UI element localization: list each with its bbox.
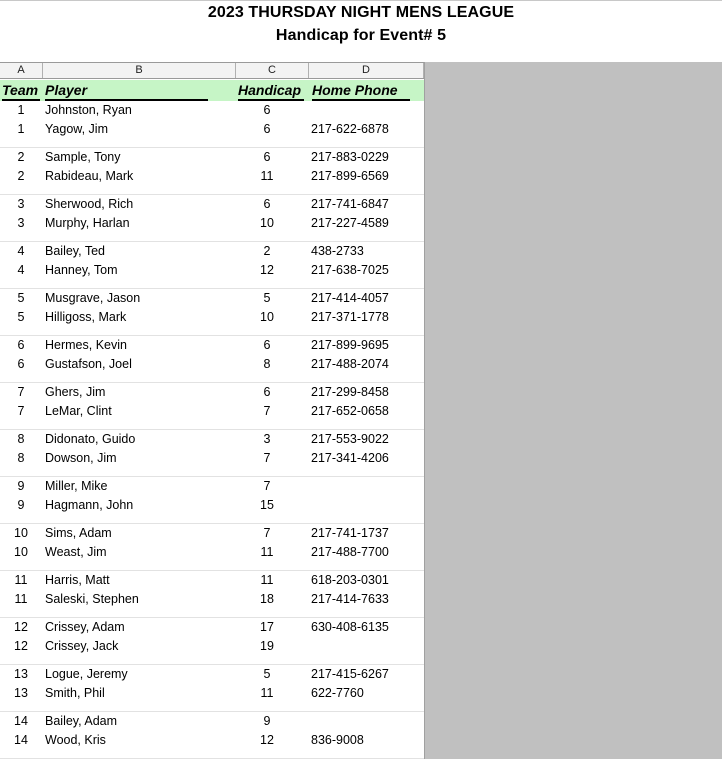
column-header-a[interactable]: A bbox=[0, 63, 43, 78]
player-cell[interactable]: Weast, Jim bbox=[45, 545, 107, 559]
phone-cell[interactable]: 622-7760 bbox=[311, 686, 364, 700]
player-cell[interactable]: Rabideau, Mark bbox=[45, 169, 134, 183]
handicap-cell[interactable]: 6 bbox=[263, 122, 271, 136]
table-row bbox=[0, 449, 424, 468]
team-cell[interactable]: 6 bbox=[17, 338, 25, 352]
team-cell[interactable]: 7 bbox=[17, 404, 25, 418]
team-cell[interactable]: 8 bbox=[17, 451, 25, 465]
handicap-cell[interactable]: 10 bbox=[260, 310, 274, 324]
team-cell[interactable]: 1 bbox=[17, 122, 25, 136]
player-cell[interactable]: Didonato, Guido bbox=[45, 432, 136, 446]
handicap-cell[interactable]: 7 bbox=[263, 451, 271, 465]
team-block bbox=[0, 289, 424, 336]
handicap-cell[interactable]: 2 bbox=[263, 244, 271, 258]
player-cell[interactable]: Sherwood, Rich bbox=[45, 197, 134, 211]
player-cell[interactable]: Miller, Mike bbox=[45, 479, 108, 493]
team-cell[interactable]: 11 bbox=[14, 573, 28, 587]
phone-cell[interactable]: 618-203-0301 bbox=[311, 573, 389, 587]
title-area bbox=[0, 0, 722, 62]
player-cell[interactable]: Yagow, Jim bbox=[45, 122, 108, 136]
handicap-cell[interactable]: 11 bbox=[260, 573, 274, 587]
phone-cell[interactable]: 836-9008 bbox=[311, 733, 364, 747]
player-cell[interactable]: Smith, Phil bbox=[45, 686, 105, 700]
phone-cell[interactable]: 217-553-9022 bbox=[311, 432, 389, 446]
team-cell[interactable]: 2 bbox=[17, 150, 25, 164]
team-cell[interactable]: 3 bbox=[17, 216, 25, 230]
team-cell[interactable]: 3 bbox=[17, 197, 25, 211]
column-header-c[interactable]: C bbox=[236, 63, 309, 78]
sheet-subtitle: Handicap for Event# 5 bbox=[275, 27, 447, 44]
table-row bbox=[0, 120, 424, 139]
team-cell[interactable]: 9 bbox=[17, 479, 25, 493]
handicap-cell[interactable]: 11 bbox=[260, 545, 274, 559]
team-cell[interactable]: 4 bbox=[17, 263, 25, 277]
player-cell[interactable]: Hilligoss, Mark bbox=[45, 310, 127, 324]
team-block bbox=[0, 524, 424, 571]
phone-cell[interactable]: 217-652-0658 bbox=[311, 404, 389, 418]
table-row bbox=[0, 712, 424, 731]
table-row bbox=[0, 496, 424, 515]
phone-cell[interactable]: 217-488-2074 bbox=[311, 357, 389, 371]
table-row bbox=[0, 543, 424, 562]
phone-cell[interactable]: 217-741-1737 bbox=[311, 526, 389, 540]
team-cell[interactable]: 13 bbox=[14, 686, 28, 700]
team-cell[interactable]: 13 bbox=[14, 667, 28, 681]
table-row bbox=[0, 289, 424, 308]
handicap-cell[interactable]: 17 bbox=[260, 620, 274, 634]
handicap-cell[interactable]: 18 bbox=[260, 592, 274, 606]
table-row bbox=[0, 101, 424, 120]
phone-cell[interactable]: 438-2733 bbox=[311, 244, 364, 258]
handicap-cell[interactable]: 8 bbox=[263, 357, 271, 371]
column-letter-bar bbox=[0, 62, 424, 79]
table-row bbox=[0, 477, 424, 496]
player-cell[interactable]: Sample, Tony bbox=[45, 150, 121, 164]
header-player[interactable]: Player bbox=[45, 82, 208, 101]
table-row bbox=[0, 214, 424, 233]
table-row bbox=[0, 383, 424, 402]
team-cell[interactable]: 6 bbox=[17, 357, 25, 371]
phone-cell[interactable]: 217-227-4589 bbox=[311, 216, 389, 230]
phone-cell[interactable]: 217-414-7633 bbox=[311, 592, 389, 606]
team-block bbox=[0, 383, 424, 430]
phone-cell[interactable]: 217-341-4206 bbox=[311, 451, 389, 465]
phone-cell[interactable]: 217-638-7025 bbox=[311, 263, 389, 277]
handicap-cell[interactable]: 10 bbox=[260, 216, 274, 230]
table-row bbox=[0, 684, 424, 703]
handicap-cell[interactable]: 9 bbox=[263, 714, 271, 728]
player-cell[interactable]: Hanney, Tom bbox=[45, 263, 118, 277]
team-cell[interactable]: 8 bbox=[17, 432, 25, 446]
table-row bbox=[0, 590, 424, 609]
table-row bbox=[0, 167, 424, 186]
handicap-cell[interactable]: 11 bbox=[260, 686, 274, 700]
table-row bbox=[0, 637, 424, 656]
column-header-d[interactable]: D bbox=[309, 63, 424, 78]
team-cell[interactable]: 10 bbox=[14, 526, 28, 540]
player-cell[interactable]: Saleski, Stephen bbox=[45, 592, 139, 606]
team-block bbox=[0, 242, 424, 289]
table-row bbox=[0, 430, 424, 449]
phone-cell[interactable]: 217-622-6878 bbox=[311, 122, 389, 136]
team-block bbox=[0, 477, 424, 524]
handicap-cell[interactable]: 3 bbox=[263, 432, 271, 446]
team-cell[interactable]: 5 bbox=[17, 291, 25, 305]
team-block bbox=[0, 618, 424, 665]
outside-sheet-area bbox=[424, 62, 722, 759]
player-cell[interactable]: Gustafson, Joel bbox=[45, 357, 132, 371]
handicap-cell[interactable]: 6 bbox=[263, 103, 271, 117]
phone-cell[interactable]: 217-883-0229 bbox=[311, 150, 389, 164]
player-cell[interactable]: Musgrave, Jason bbox=[45, 291, 141, 305]
team-cell[interactable]: 9 bbox=[17, 498, 25, 512]
team-block bbox=[0, 101, 424, 148]
handicap-cell[interactable]: 7 bbox=[263, 404, 271, 418]
table-row bbox=[0, 355, 424, 374]
player-cell[interactable]: Johnston, Ryan bbox=[45, 103, 132, 117]
player-cell[interactable]: Crissey, Adam bbox=[45, 620, 125, 634]
team-block bbox=[0, 148, 424, 195]
header-handicap[interactable]: Handicap bbox=[238, 82, 304, 101]
team-cell[interactable]: 11 bbox=[14, 592, 28, 606]
table-header-row bbox=[0, 80, 424, 101]
team-cell[interactable]: 5 bbox=[17, 310, 25, 324]
header-home-phone[interactable]: Home Phone bbox=[312, 82, 410, 101]
column-header-b[interactable]: B bbox=[43, 63, 236, 78]
player-cell[interactable]: Hermes, Kevin bbox=[45, 338, 127, 352]
phone-cell[interactable]: 217-299-8458 bbox=[311, 385, 389, 399]
table-row bbox=[0, 308, 424, 327]
handicap-cell[interactable]: 19 bbox=[260, 639, 274, 653]
handicap-cell[interactable]: 6 bbox=[263, 338, 271, 352]
table-row bbox=[0, 665, 424, 684]
player-cell[interactable]: Sims, Adam bbox=[45, 526, 112, 540]
player-cell[interactable]: Wood, Kris bbox=[45, 733, 106, 747]
team-block bbox=[0, 665, 424, 712]
handicap-cell[interactable]: 7 bbox=[263, 479, 271, 493]
player-cell[interactable]: Crissey, Jack bbox=[45, 639, 119, 653]
team-cell[interactable]: 12 bbox=[14, 639, 28, 653]
phone-cell[interactable]: 217-899-9695 bbox=[311, 338, 389, 352]
table-row bbox=[0, 618, 424, 637]
phone-cell[interactable]: 217-741-6847 bbox=[311, 197, 389, 211]
phone-cell[interactable]: 630-408-6135 bbox=[311, 620, 389, 634]
team-block bbox=[0, 195, 424, 242]
phone-cell[interactable]: 217-371-1778 bbox=[311, 310, 389, 324]
handicap-cell[interactable]: 5 bbox=[263, 291, 271, 305]
table-row bbox=[0, 148, 424, 167]
handicap-cell[interactable]: 11 bbox=[260, 169, 274, 183]
table-row bbox=[0, 571, 424, 590]
team-block bbox=[0, 430, 424, 477]
team-cell[interactable]: 7 bbox=[17, 385, 25, 399]
table-row bbox=[0, 524, 424, 543]
header-team[interactable]: Team bbox=[2, 82, 40, 101]
player-cell[interactable]: Bailey, Adam bbox=[45, 714, 118, 728]
player-cell[interactable]: Logue, Jeremy bbox=[45, 667, 128, 681]
team-cell[interactable]: 2 bbox=[17, 169, 25, 183]
player-cell[interactable]: LeMar, Clint bbox=[45, 404, 112, 418]
table-row bbox=[0, 261, 424, 280]
table-row bbox=[0, 242, 424, 261]
phone-cell[interactable]: 217-414-4057 bbox=[311, 291, 389, 305]
team-cell[interactable]: 12 bbox=[14, 620, 28, 634]
player-cell[interactable]: Murphy, Harlan bbox=[45, 216, 130, 230]
player-cell[interactable]: Bailey, Ted bbox=[45, 244, 105, 258]
player-table bbox=[0, 101, 424, 759]
phone-cell[interactable]: 217-488-7700 bbox=[311, 545, 389, 559]
sheet-title: 2023 THURSDAY NIGHT MENS LEAGUE bbox=[207, 4, 515, 21]
team-cell[interactable]: 10 bbox=[14, 545, 28, 559]
phone-cell[interactable]: 217-899-6569 bbox=[311, 169, 389, 183]
team-cell[interactable]: 14 bbox=[14, 733, 28, 747]
handicap-cell[interactable]: 12 bbox=[260, 263, 274, 277]
handicap-cell[interactable]: 12 bbox=[260, 733, 274, 747]
player-cell[interactable]: Hagmann, John bbox=[45, 498, 134, 512]
team-block bbox=[0, 571, 424, 618]
player-cell[interactable]: Dowson, Jim bbox=[45, 451, 117, 465]
handicap-cell[interactable]: 6 bbox=[263, 197, 271, 211]
handicap-cell[interactable]: 7 bbox=[263, 526, 271, 540]
table-row bbox=[0, 195, 424, 214]
handicap-cell[interactable]: 15 bbox=[260, 498, 274, 512]
table-row bbox=[0, 731, 424, 750]
handicap-cell[interactable]: 5 bbox=[263, 667, 271, 681]
player-cell[interactable]: Harris, Matt bbox=[45, 573, 110, 587]
player-cell[interactable]: Ghers, Jim bbox=[45, 385, 106, 399]
handicap-cell[interactable]: 6 bbox=[263, 150, 271, 164]
table-row bbox=[0, 336, 424, 355]
team-block bbox=[0, 712, 424, 759]
team-cell[interactable]: 14 bbox=[14, 714, 28, 728]
team-cell[interactable]: 1 bbox=[17, 103, 25, 117]
team-block bbox=[0, 336, 424, 383]
handicap-cell[interactable]: 6 bbox=[263, 385, 271, 399]
team-cell[interactable]: 4 bbox=[17, 244, 25, 258]
phone-cell[interactable]: 217-415-6267 bbox=[311, 667, 389, 681]
table-row bbox=[0, 402, 424, 421]
